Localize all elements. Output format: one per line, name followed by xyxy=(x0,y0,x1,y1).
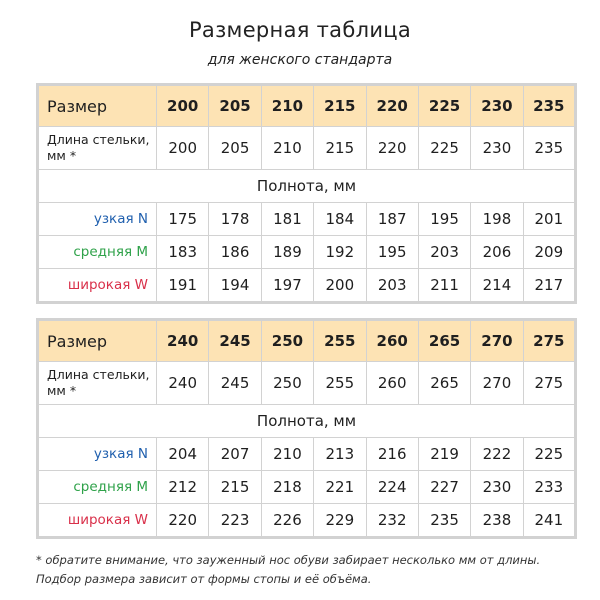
insole-cell: 215 xyxy=(314,127,366,170)
medium-row xyxy=(38,236,576,269)
medium-cell: 203 xyxy=(418,236,470,269)
size-cell: 240 xyxy=(157,320,209,362)
wide-cell: 238 xyxy=(471,504,523,538)
medium-cell: 224 xyxy=(366,471,418,504)
wide-cell: 226 xyxy=(261,504,313,538)
insole-cell: 200 xyxy=(157,127,209,170)
medium-cell: 230 xyxy=(471,471,523,504)
insole-cell: 245 xyxy=(209,362,261,405)
insole-length-row xyxy=(38,362,576,405)
narrow-cell: 204 xyxy=(157,438,209,471)
wide-cell: 191 xyxy=(157,269,209,303)
wide-cell: 235 xyxy=(418,504,470,538)
narrow-label: узкая N xyxy=(38,203,157,236)
insole-cell: 255 xyxy=(314,362,366,405)
footnote: * обратите внимание, что зауженный нос обуви забирает несколько мм от длины. Подбор размера зависит от формы стопы и её объёма. xyxy=(36,553,541,586)
page-subtitle: для женского стандарта xyxy=(207,52,393,68)
fullness-section-row xyxy=(38,405,576,438)
wide-cell: 223 xyxy=(209,504,261,538)
insole-cell: 275 xyxy=(523,362,575,405)
narrow-cell: 198 xyxy=(471,203,523,236)
medium-row xyxy=(38,471,576,504)
size-cell: 230 xyxy=(471,85,523,127)
insole-cell: 225 xyxy=(418,127,470,170)
insole-cell: 265 xyxy=(418,362,470,405)
size-cell: 200 xyxy=(157,85,209,127)
size-cell: 250 xyxy=(261,320,313,362)
narrow-row xyxy=(38,203,576,236)
insole-cell: 270 xyxy=(471,362,523,405)
size-table-1 xyxy=(36,83,577,304)
medium-cell: 183 xyxy=(157,236,209,269)
narrow-cell: 187 xyxy=(366,203,418,236)
narrow-cell: 175 xyxy=(157,203,209,236)
narrow-cell: 225 xyxy=(523,438,575,471)
size-cell: 265 xyxy=(418,320,470,362)
medium-cell: 233 xyxy=(523,471,575,504)
wide-row xyxy=(38,269,576,303)
narrow-cell: 178 xyxy=(209,203,261,236)
insole-cell: 240 xyxy=(157,362,209,405)
medium-cell: 221 xyxy=(314,471,366,504)
wide-cell: 232 xyxy=(366,504,418,538)
wide-cell: 217 xyxy=(523,269,575,303)
wide-label: широкая W xyxy=(38,504,157,538)
medium-cell: 227 xyxy=(418,471,470,504)
insole-length-row xyxy=(38,127,576,170)
size-cell: 270 xyxy=(471,320,523,362)
wide-cell: 197 xyxy=(261,269,313,303)
insole-length-label: Длина стельки, мм * xyxy=(38,362,157,405)
narrow-cell: 216 xyxy=(366,438,418,471)
size-label: Размер xyxy=(38,85,157,127)
size-header-row xyxy=(38,320,576,362)
size-cell: 205 xyxy=(209,85,261,127)
medium-cell: 215 xyxy=(209,471,261,504)
size-cell: 210 xyxy=(261,85,313,127)
insole-cell: 235 xyxy=(523,127,575,170)
narrow-cell: 222 xyxy=(471,438,523,471)
insole-length-label: Длина стельки, мм * xyxy=(38,127,157,170)
size-table-2 xyxy=(36,318,577,539)
fullness-heading: Полнота, мм xyxy=(38,405,576,438)
medium-cell: 192 xyxy=(314,236,366,269)
wide-cell: 194 xyxy=(209,269,261,303)
narrow-cell: 207 xyxy=(209,438,261,471)
insole-cell: 260 xyxy=(366,362,418,405)
narrow-cell: 181 xyxy=(261,203,313,236)
wide-row xyxy=(38,504,576,538)
narrow-cell: 195 xyxy=(418,203,470,236)
insole-cell: 250 xyxy=(261,362,313,405)
medium-label: средняя M xyxy=(38,471,157,504)
narrow-cell: 184 xyxy=(314,203,366,236)
medium-cell: 218 xyxy=(261,471,313,504)
wide-cell: 241 xyxy=(523,504,575,538)
medium-cell: 186 xyxy=(209,236,261,269)
narrow-cell: 213 xyxy=(314,438,366,471)
insole-cell: 220 xyxy=(366,127,418,170)
wide-cell: 203 xyxy=(366,269,418,303)
narrow-cell: 201 xyxy=(523,203,575,236)
wide-cell: 220 xyxy=(157,504,209,538)
wide-cell: 214 xyxy=(471,269,523,303)
size-cell: 225 xyxy=(418,85,470,127)
medium-cell: 195 xyxy=(366,236,418,269)
narrow-label: узкая N xyxy=(38,438,157,471)
narrow-cell: 210 xyxy=(261,438,313,471)
size-header-row xyxy=(38,85,576,127)
insole-cell: 210 xyxy=(261,127,313,170)
insole-cell: 230 xyxy=(471,127,523,170)
fullness-section-row xyxy=(38,170,576,203)
size-cell: 275 xyxy=(523,320,575,362)
page-title: Размерная таблица xyxy=(188,18,412,42)
size-label: Размер xyxy=(38,320,157,362)
size-cell: 245 xyxy=(209,320,261,362)
medium-label: средняя M xyxy=(38,236,157,269)
insole-cell: 205 xyxy=(209,127,261,170)
size-cell: 255 xyxy=(314,320,366,362)
medium-cell: 209 xyxy=(523,236,575,269)
wide-cell: 211 xyxy=(418,269,470,303)
wide-cell: 200 xyxy=(314,269,366,303)
size-cell: 235 xyxy=(523,85,575,127)
medium-cell: 206 xyxy=(471,236,523,269)
narrow-cell: 219 xyxy=(418,438,470,471)
narrow-row xyxy=(38,438,576,471)
medium-cell: 212 xyxy=(157,471,209,504)
size-cell: 220 xyxy=(366,85,418,127)
size-cell: 215 xyxy=(314,85,366,127)
medium-cell: 189 xyxy=(261,236,313,269)
fullness-heading: Полнота, мм xyxy=(38,170,576,203)
wide-cell: 229 xyxy=(314,504,366,538)
size-cell: 260 xyxy=(366,320,418,362)
wide-label: широкая W xyxy=(38,269,157,303)
